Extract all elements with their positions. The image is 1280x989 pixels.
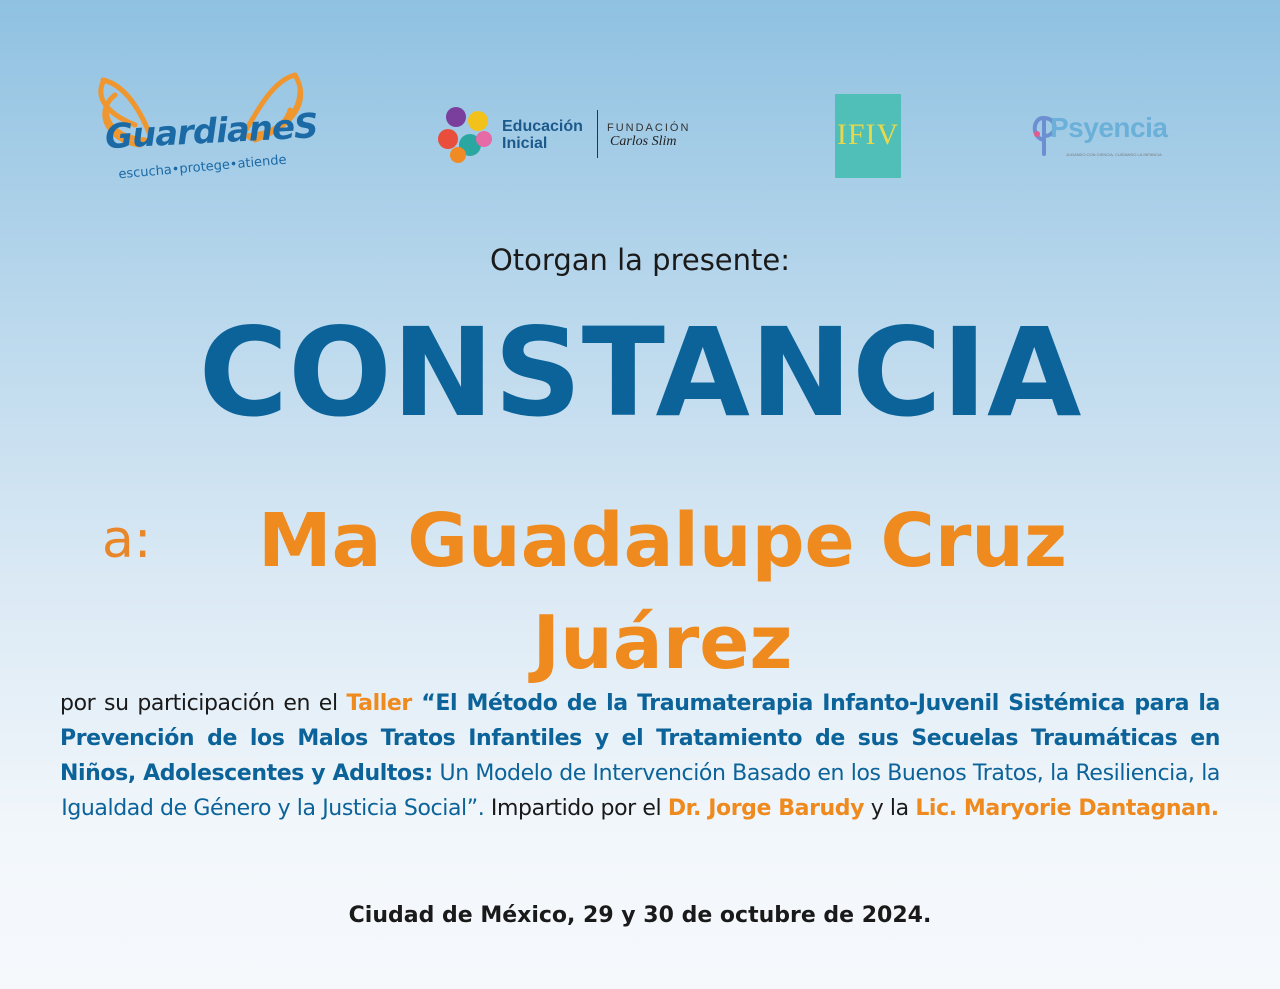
fundacion-label: FUNDACIÓN [607, 122, 691, 134]
instructor-2: Lic. Maryorie Dantagnan. [915, 796, 1219, 821]
certificate-title: CONSTANCIA [198, 302, 1082, 444]
workshop-title: “El Método de la Traumaterapia Infanto-Juvenil Sistémica para la Prevención de los Malos Tratos Infantiles y el Tratamiento de sus Secuelas Traumáticas en Niños, Adolescentes y Adultos: [60, 691, 1221, 786]
ifiv-logo-text: IFIV [836, 118, 900, 151]
recipient-name-line1: Ma Guadalupe Cruz [257, 498, 1068, 584]
recipient-name [255, 490, 1070, 694]
recipient-name-line2: Juárez [532, 600, 793, 686]
guardianes-tagline: escucha•protege•atiende [117, 152, 288, 183]
participation-intro: por su participación en el [60, 691, 347, 716]
participation-paragraph [60, 686, 1220, 826]
psyencia-logo-text: Psyencia [1050, 112, 1168, 143]
impartido-text: Impartido por el [484, 796, 668, 821]
logo-divider [597, 110, 598, 158]
colored-hands-icon [434, 103, 498, 167]
conjunction-text: y la [864, 796, 916, 821]
educacion-inicial-logo-text [502, 118, 583, 152]
instructor-1: Dr. Jorge Barudy [667, 796, 865, 821]
educacion-line: Educación [502, 118, 583, 135]
psyencia-tagline: JUGANDO CON CIENCIA, CUIDANDO LA INFANCIA [1066, 152, 1162, 157]
recipient-prefix: a: [102, 510, 152, 570]
inicial-line: Inicial [502, 135, 548, 152]
date-location: Ciudad de México, 29 y 30 de octubre de 2024. [348, 903, 932, 928]
carlos-slim-signature: Carlos Slim [610, 134, 677, 149]
taller-label: Taller [346, 691, 412, 716]
otorgan-heading: Otorgan la presente: [489, 243, 791, 277]
guardianes-logo-text: GuardianeS [104, 106, 319, 158]
workshop-subtitle: Un Modelo de Intervención Basado en los Buenos Tratos, la Resiliencia, la Igualdad de Género y la Justicia Social”. [61, 761, 1220, 821]
